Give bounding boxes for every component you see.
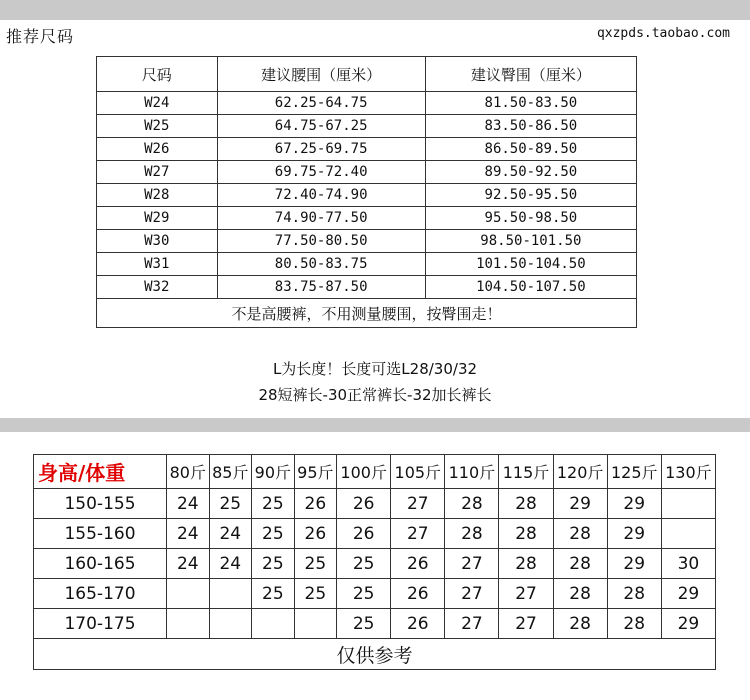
weight-header: 110斤 [445,455,499,489]
hw-table-header [34,455,716,489]
size-recommendation-cell: 28 [553,579,607,609]
size-recommendation-cell: 25 [252,489,295,519]
hip-cell: 81.50-83.50 [425,92,636,115]
hip-cell: 104.50-107.50 [425,276,636,299]
size-table-body [97,92,637,299]
waist-cell: 83.75-87.50 [217,276,425,299]
height-weight-table [33,454,716,670]
weight-header: 100斤 [337,455,391,489]
hip-cell: 86.50-89.50 [425,138,636,161]
size-recommendation-cell [209,609,252,639]
length-note-2: 28短裤长-30正常裤长-32加长裤长 [258,386,492,404]
col-header-waist: 建议腰围（厘米） [217,57,425,92]
size-recommendation-cell: 24 [209,549,252,579]
reference-note: 仅供参考 [34,639,716,670]
height-cell: 170-175 [34,609,167,639]
waist-cell: 67.25-69.75 [217,138,425,161]
size-recommendation-cell: 29 [661,579,715,609]
size-recommendation-cell: 26 [337,519,391,549]
hw-row [34,549,716,579]
size-recommendation-cell: 25 [294,549,337,579]
size-recommendation-cell: 25 [252,549,295,579]
size-table-note: 不是高腰裤，不用测量腰围，按臀围走！ [97,299,637,328]
size-row [97,184,637,207]
hip-cell: 83.50-86.50 [425,115,636,138]
size-recommendation-cell: 28 [553,519,607,549]
hw-table-footer-row [34,639,716,670]
length-note-1: L为长度！长度可选L28/30/32 [272,360,478,378]
size-row [97,92,637,115]
size-recommendation-cell: 29 [607,519,661,549]
size-cell: W24 [97,92,218,115]
weight-header: 90斤 [252,455,295,489]
size-recommendation-cell: 24 [167,519,210,549]
height-cell: 165-170 [34,579,167,609]
weight-header: 85斤 [209,455,252,489]
col-header-size: 尺码 [97,57,218,92]
waist-cell: 72.40-74.90 [217,184,425,207]
weight-header: 95斤 [294,455,337,489]
size-recommendation-cell [252,609,295,639]
size-recommendation-cell: 26 [391,549,445,579]
size-row [97,253,637,276]
size-recommendation-cell: 27 [445,549,499,579]
size-recommendation-cell: 29 [553,489,607,519]
weight-header: 105斤 [391,455,445,489]
waist-cell: 64.75-67.25 [217,115,425,138]
hw-table-body [34,489,716,639]
size-recommendation-cell: 25 [337,549,391,579]
size-table-header [97,57,637,92]
section-divider [0,418,750,432]
size-recommendation-cell: 29 [607,489,661,519]
size-recommendation-cell: 25 [209,489,252,519]
page-title: 推荐尺码 [6,27,75,46]
size-row [97,207,637,230]
size-cell: W26 [97,138,218,161]
weight-header: 125斤 [607,455,661,489]
waist-cell: 77.50-80.50 [217,230,425,253]
waist-cell: 74.90-77.50 [217,207,425,230]
size-recommendation-cell: 26 [391,609,445,639]
size-recommendation-cell: 26 [391,579,445,609]
size-recommendation-cell: 29 [607,549,661,579]
hw-row [34,609,716,639]
size-recommendation-cell: 25 [252,519,295,549]
size-table-note-row [97,299,637,328]
size-table [96,56,637,328]
size-recommendation-cell: 27 [499,609,553,639]
size-recommendation-cell: 26 [337,489,391,519]
size-recommendation-cell: 26 [294,519,337,549]
hip-cell: 89.50-92.50 [425,161,636,184]
size-recommendation-cell: 24 [209,519,252,549]
hw-row [34,519,716,549]
weight-header: 130斤 [661,455,715,489]
waist-cell: 80.50-83.75 [217,253,425,276]
size-recommendation-cell: 25 [337,579,391,609]
size-recommendation-cell: 27 [499,579,553,609]
size-recommendation-cell [661,489,715,519]
size-recommendation-cell: 27 [391,489,445,519]
weight-header: 120斤 [553,455,607,489]
height-cell: 155-160 [34,519,167,549]
size-row [97,276,637,299]
size-recommendation-cell: 25 [337,609,391,639]
size-recommendation-cell: 28 [553,549,607,579]
waist-cell: 62.25-64.75 [217,92,425,115]
size-recommendation-cell: 24 [167,489,210,519]
col-header-hip: 建议臀围（厘米） [425,57,636,92]
size-recommendation-cell [661,519,715,549]
size-recommendation-cell: 28 [499,519,553,549]
size-recommendation-cell: 28 [445,519,499,549]
size-recommendation-cell: 28 [499,549,553,579]
size-cell: W32 [97,276,218,299]
size-recommendation-cell: 27 [445,609,499,639]
weight-header: 80斤 [167,455,210,489]
size-recommendation-cell [294,609,337,639]
size-row [97,230,637,253]
height-cell: 150-155 [34,489,167,519]
hip-cell: 95.50-98.50 [425,207,636,230]
size-recommendation-cell: 28 [607,609,661,639]
size-row [97,115,637,138]
size-recommendation-cell: 28 [607,579,661,609]
size-recommendation-cell: 27 [391,519,445,549]
size-cell: W25 [97,115,218,138]
size-row [97,138,637,161]
size-recommendation-cell: 24 [167,549,210,579]
corner-label: 身高/体重 [34,455,167,489]
height-cell: 160-165 [34,549,167,579]
top-band [0,0,750,20]
size-recommendation-cell: 30 [661,549,715,579]
size-recommendation-cell: 25 [294,579,337,609]
size-row [97,161,637,184]
waist-cell: 69.75-72.40 [217,161,425,184]
hw-row [34,489,716,519]
size-recommendation-cell [167,609,210,639]
size-recommendation-cell: 28 [445,489,499,519]
weight-header: 115斤 [499,455,553,489]
size-recommendation-cell: 26 [294,489,337,519]
size-cell: W27 [97,161,218,184]
size-recommendation-cell [209,579,252,609]
store-url: qxzpds.taobao.com [596,26,730,41]
size-recommendation-cell: 28 [499,489,553,519]
hip-cell: 101.50-104.50 [425,253,636,276]
size-cell: W29 [97,207,218,230]
hip-cell: 92.50-95.50 [425,184,636,207]
size-recommendation-cell: 27 [445,579,499,609]
hw-row [34,579,716,609]
size-recommendation-cell: 25 [252,579,295,609]
size-cell: W30 [97,230,218,253]
hip-cell: 98.50-101.50 [425,230,636,253]
size-cell: W28 [97,184,218,207]
size-recommendation-cell [167,579,210,609]
size-recommendation-cell: 28 [553,609,607,639]
size-recommendation-cell: 29 [661,609,715,639]
size-cell: W31 [97,253,218,276]
